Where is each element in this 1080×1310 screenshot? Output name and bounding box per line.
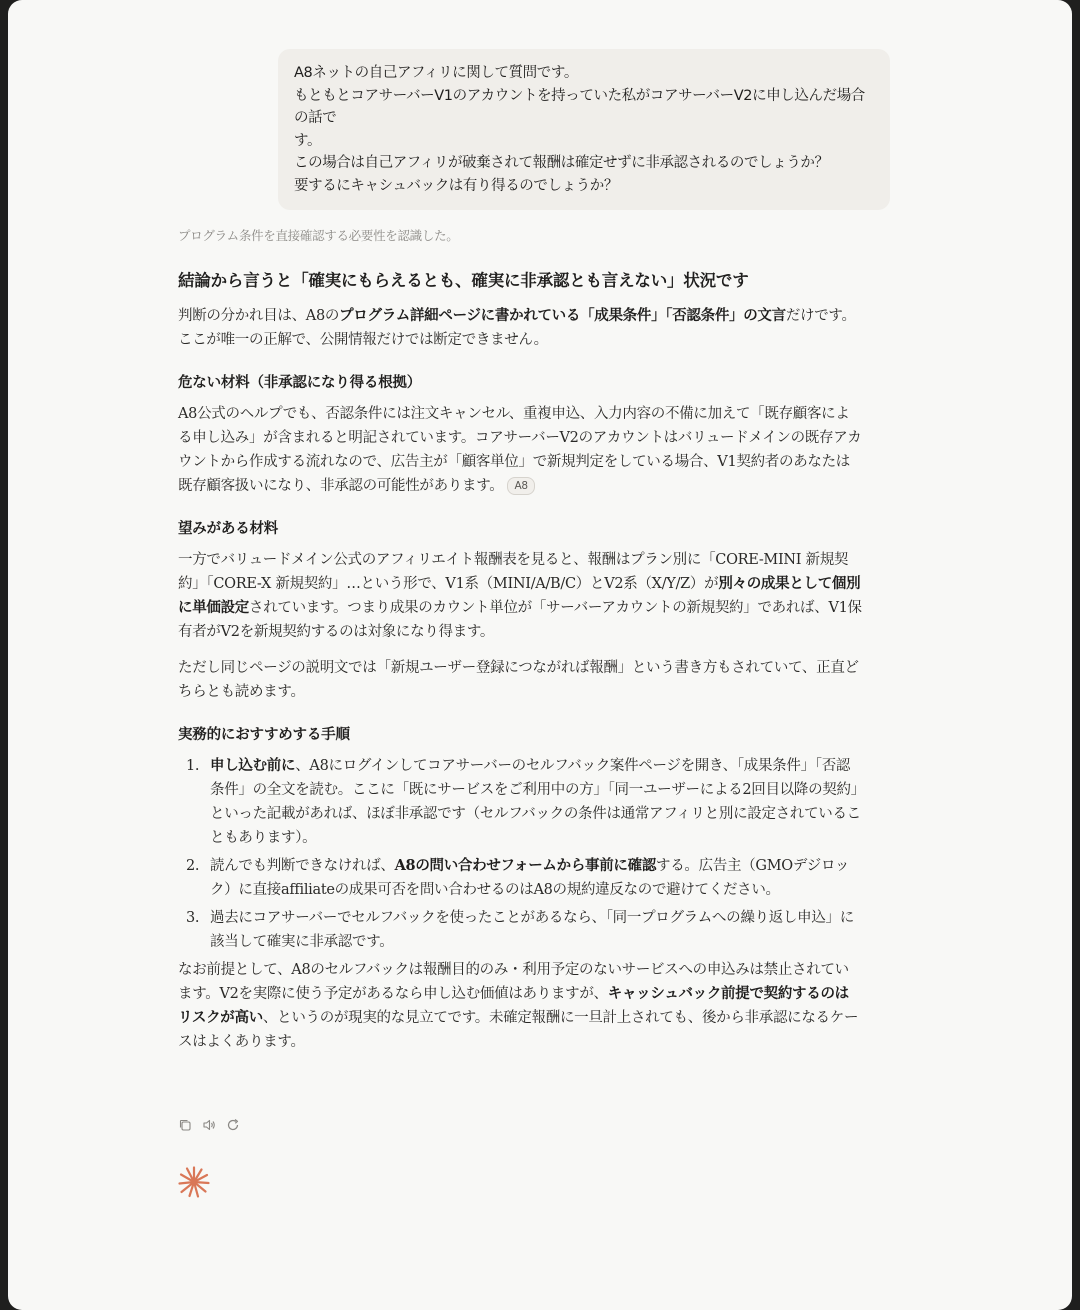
step-text: 過去にコアサーバーでセルフバックを使ったことがあるなら、「同一プログラムへの繰り返し申込」に該当して確実に非承認です。 — [210, 910, 854, 950]
intro-paragraph — [178, 304, 862, 352]
list-item — [186, 906, 862, 954]
message-actions — [178, 1118, 240, 1132]
risk-text: A8公式のヘルプでも、否認条件には注文キャンセル、重複申込、入力内容の不備に加えて「既存顧客による申し込み」が含まれると明記されています。コアサーバーV2のアカウントはバリュードメインの既存アカウントから作成する流れなので、広告主が「顧客単位」で新規判定をしている場合、V1契約者のあなたは既存顧客扱いになり、非承認の可能性があります。 — [178, 406, 862, 494]
user-message-line: もともとコアサーバーV1のアカウントを持っていた私がコアサーバーV2に申し込んだ場合の話で — [294, 87, 865, 126]
step-text: 、A8にログインしてコアサーバーのセルフバック案件ページを開き、「成果条件」「否認条件」の全文を読む。ここに「既にサービスをご利用中の方」「同一ユーザーによる2回目以降の契約」といった記載があれば、ほぼ非承認です（セルフバックの条件は通常アフィリと別に設定されていることもあります）。 — [210, 758, 861, 846]
user-message-line: 要するにキャシュバックは有り得るのでしょうか？ — [294, 177, 619, 194]
closing-emphasis: キャッシュバック前提で契約するのはリスクが高い — [178, 985, 849, 1026]
assistant-response — [178, 224, 862, 1066]
risk-paragraph — [178, 402, 862, 498]
steps-heading: 実務的におすすめする手順 — [178, 727, 350, 743]
citation-badge[interactable]: A8 — [507, 477, 534, 495]
retry-icon[interactable] — [226, 1118, 240, 1132]
steps-list — [178, 754, 862, 954]
user-message-line: A8ネットの自己アフィリに関して質問です。 — [294, 65, 578, 81]
step-emphasis: 申し込む前に — [210, 757, 296, 774]
list-number: 3. — [186, 910, 200, 926]
assistant-logo-icon — [178, 1166, 210, 1198]
intro-text: 判断の分かれ目は、A8の — [178, 308, 340, 324]
intro-text: だけです。ここが唯一の正解で、公開情報だけでは断定できません。 — [178, 308, 856, 348]
step-text: する。広告主（GMOデジロック）に直接affiliateの成果可否を問い合わせるのはA8の規約違反なので避けてください。 — [210, 858, 850, 898]
hope-emphasis: 別々の成果として個別に単価設定 — [178, 575, 861, 616]
hope-heading: 望みがある材料 — [178, 521, 279, 537]
step-text: 読んでも判断できなければ、 — [210, 858, 395, 874]
list-item — [186, 754, 862, 850]
hope-paragraph — [178, 548, 862, 644]
step-emphasis: A8の問い合わせフォームから事前に確認 — [394, 857, 657, 874]
list-number: 2. — [186, 858, 200, 874]
list-item — [186, 854, 862, 902]
chat-window — [8, 0, 1072, 1310]
risk-heading: 危ない材料（非承認になり得る根拠） — [178, 375, 422, 391]
copy-icon[interactable] — [178, 1118, 192, 1132]
hope-paragraph-2: ただし同じページの説明文では「新規ユーザー登録につながれば報酬」という書き方もされていて、正直どちらとも読めます。 — [178, 660, 859, 700]
speaker-icon[interactable] — [202, 1118, 216, 1132]
hope-text: されています。つまり成果のカウント単位が「サーバーアカウントの新規契約」であれば、V1保有者がV2を新規契約するのは対象になり得ます。 — [178, 600, 862, 640]
thinking-summary[interactable]: プログラム条件を直接確認する必要性を認識した。 — [178, 228, 459, 243]
closing-paragraph — [178, 958, 862, 1054]
intro-emphasis: プログラム詳細ページに書かれている「成果条件」「否認条件」の文言 — [339, 307, 786, 324]
closing-text: 、というのが現実的な見立てです。未確定報酬に一旦計上されても、後から非承認になるケースはよくあります。 — [178, 1010, 859, 1050]
user-message-bubble — [278, 49, 890, 210]
user-message-line: す。 — [294, 132, 322, 149]
user-message-line: この場合は自己アフィリが破棄されて報酬は確定せずに非承認されるのでしょうか？ — [294, 155, 829, 171]
hope-text: 一方でバリュードメイン公式のアフィリエイト報酬表を見ると、報酬はプラン別に「CORE-MINI 新規契約」「CORE-X 新規契約」…という形で、V1系（MINI/A/B/C）とV2系（X/Y/Z）が — [178, 552, 849, 592]
closing-text: なお前提として、A8のセルフバックは報酬目的のみ・利用予定のないサービスへの申込みは禁止されています。V2を実際に使う予定があるなら申し込む価値はありますが、 — [178, 962, 849, 1002]
list-number: 1. — [186, 758, 200, 774]
answer-heading: 結論から言うと「確実にもらえるとも、確実に非承認とも言えない」状況です — [178, 271, 749, 290]
